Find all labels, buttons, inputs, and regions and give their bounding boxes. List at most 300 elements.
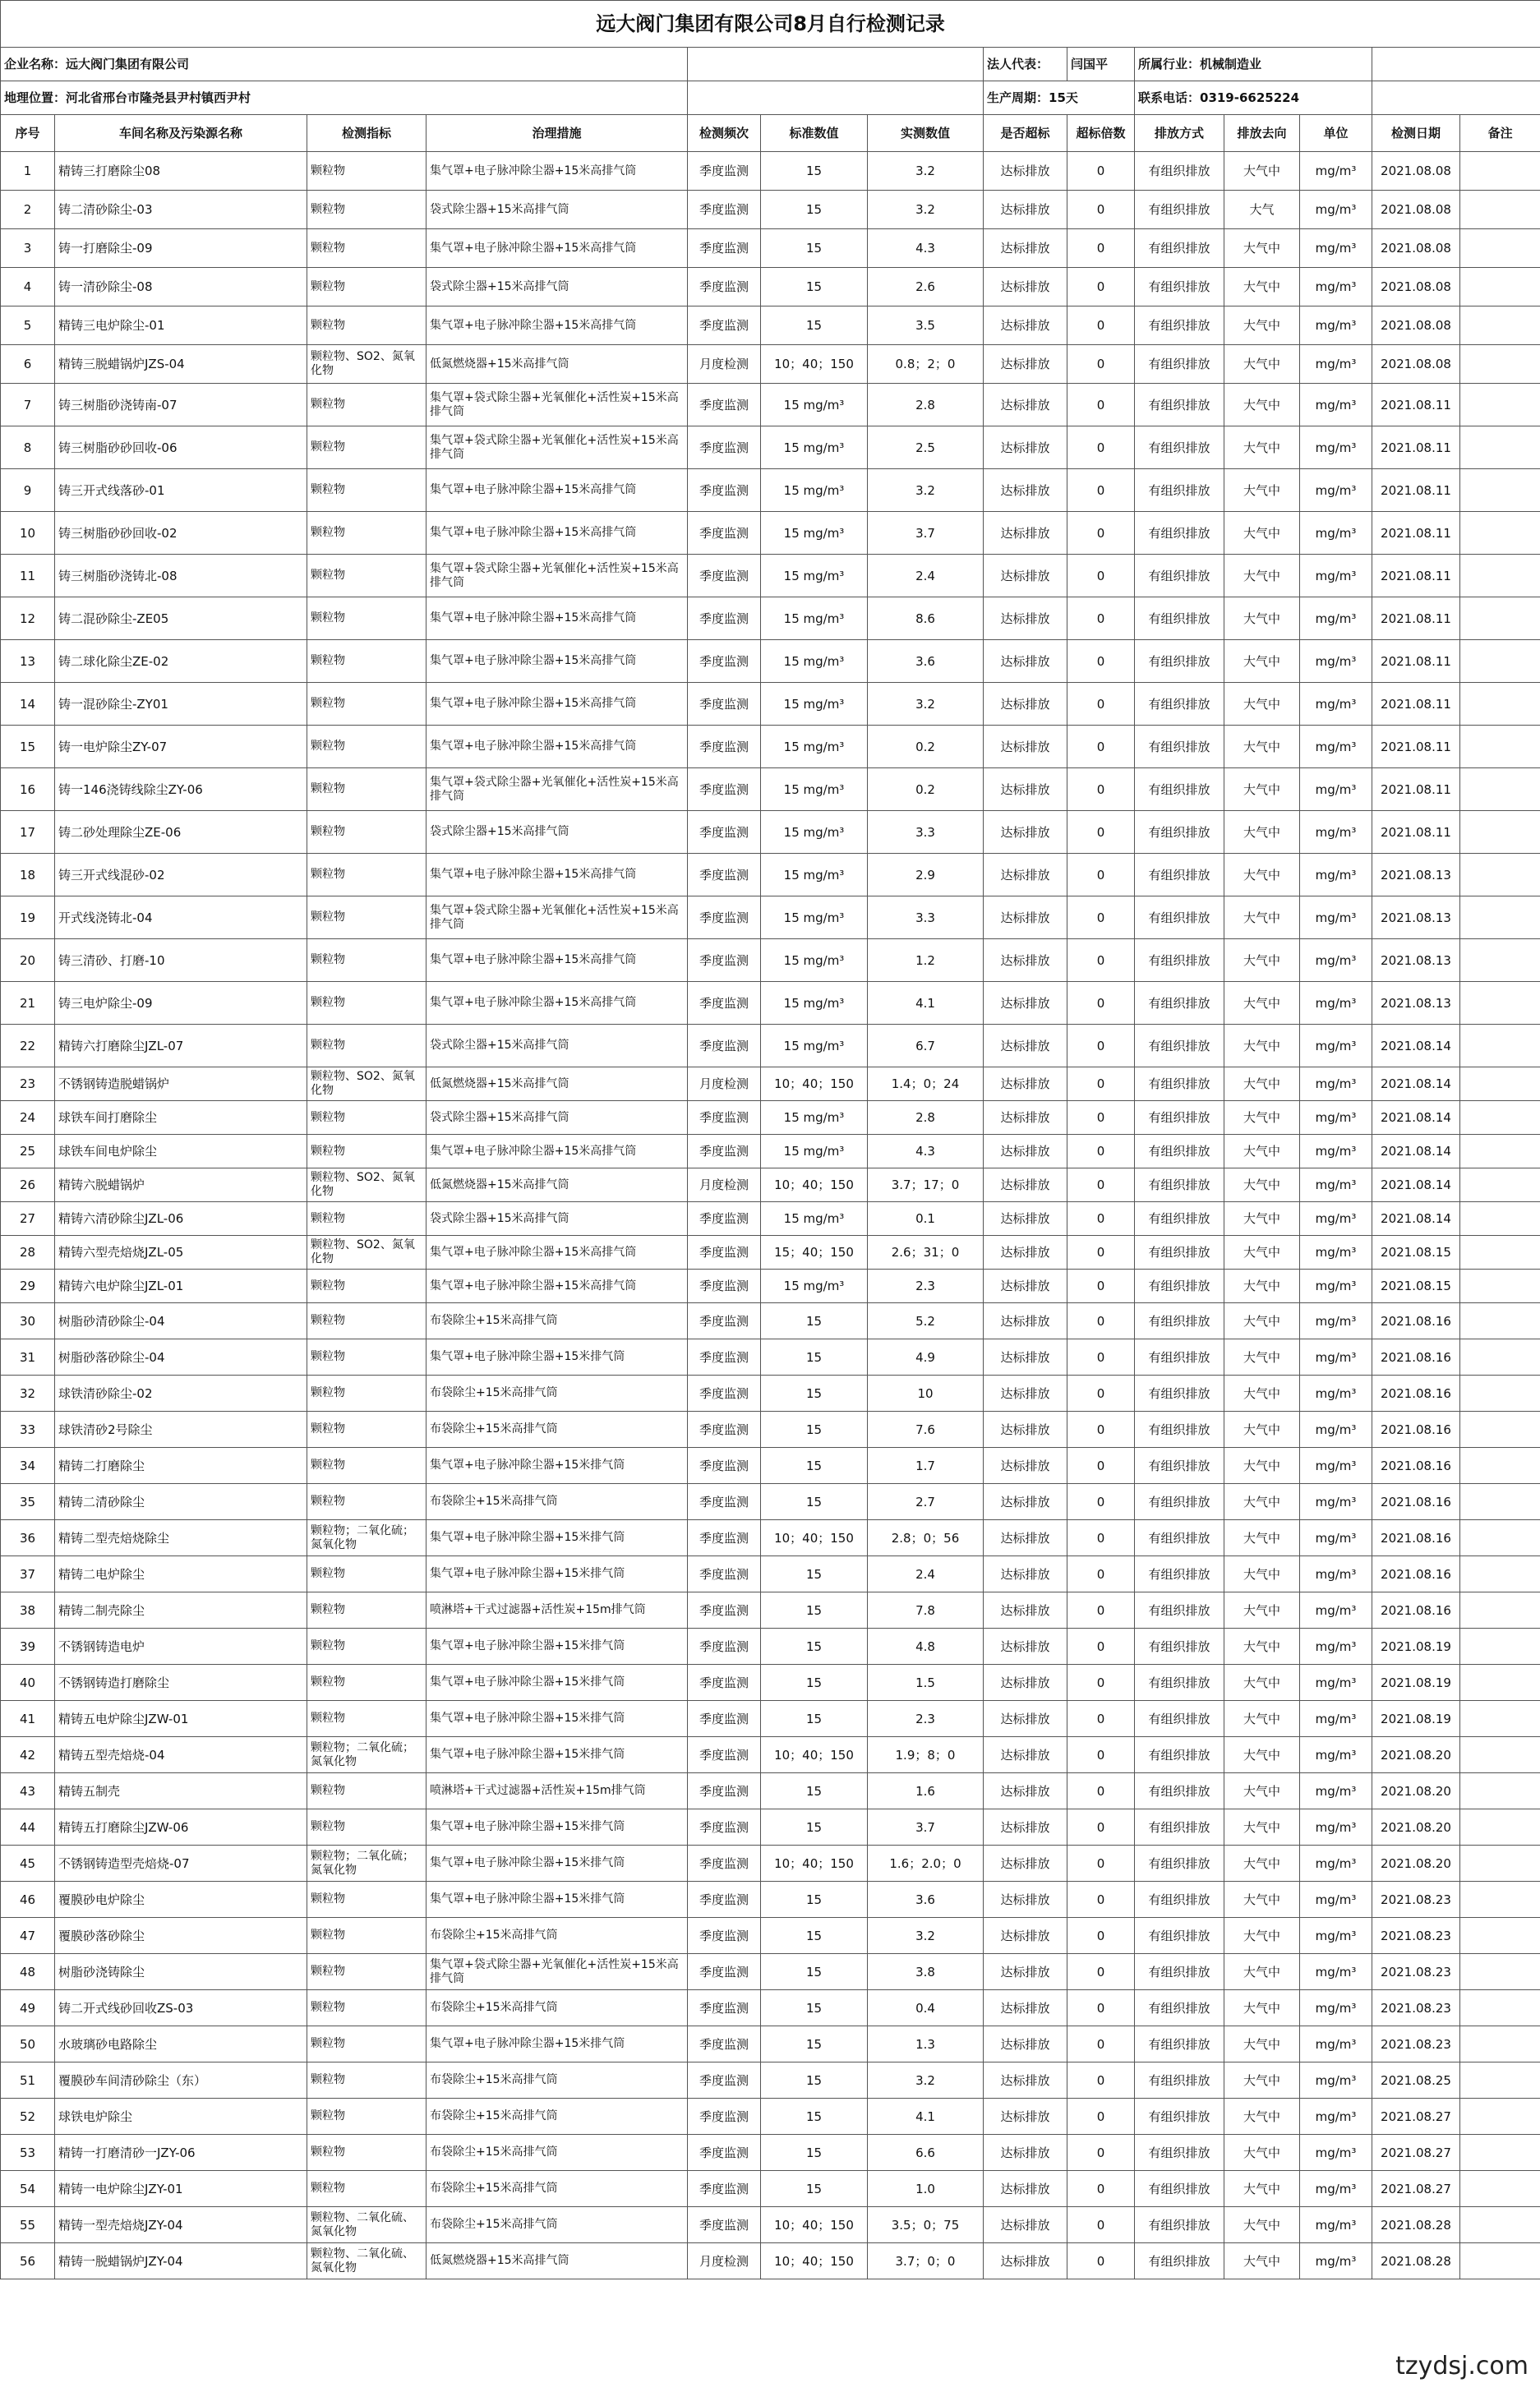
cell-frequency: 月度检测 [688,2243,761,2279]
cell-emission-mode: 有组织排放 [1135,1168,1224,1202]
cell-source: 精铸五型壳焙烧-04 [55,1737,307,1773]
cell-standard: 15 mg/m³ [761,1270,868,1303]
cell-destination: 大气中 [1224,1882,1300,1918]
cell-compliance: 达标排放 [984,726,1067,768]
company-name: 企业名称：远大阀门集团有限公司 [1,48,688,81]
cell-remark [1460,768,1540,811]
cell-measure: 喷淋塔+干式过滤器+活性炭+15m排气筒 [426,1773,688,1809]
cell-source: 铸三清砂、打磨-10 [55,939,307,982]
cell-measured: 2.9 [868,854,984,896]
table-row [1,345,1540,384]
cell-exceed-ratio: 0 [1067,726,1135,768]
cell-compliance: 达标排放 [984,1665,1067,1701]
table-row [1,1412,1540,1448]
cell-unit: mg/m³ [1300,768,1372,811]
watermark: tzydsj.com [1395,2352,1528,2380]
cell-standard: 10；40；150 [761,1168,868,1202]
cell-frequency: 季度监测 [688,1303,761,1339]
cell-standard: 15 [761,1773,868,1809]
cell-date: 2021.08.08 [1372,306,1460,345]
cell-index: 10 [1,512,55,555]
cell-exceed-ratio: 0 [1067,1773,1135,1809]
cell-measure: 集气罩+电子脉冲除尘器+15米排气筒 [426,1809,688,1846]
cell-compliance: 达标排放 [984,555,1067,597]
cell-remark [1460,426,1540,469]
cell-compliance: 达标排放 [984,2207,1067,2243]
cell-index: 6 [1,345,55,384]
cell-measure: 布袋除尘+15米高排气筒 [426,2135,688,2171]
cell-index: 19 [1,896,55,939]
cell-source: 精铸五制壳 [55,1773,307,1809]
cell-remark [1460,152,1540,191]
cell-standard: 10；40；150 [761,345,868,384]
cell-exceed-ratio: 0 [1067,2135,1135,2171]
cell-measured: 1.7 [868,1448,984,1484]
cell-date: 2021.08.28 [1372,2207,1460,2243]
cell-emission-mode: 有组织排放 [1135,2171,1224,2207]
cell-index: 5 [1,306,55,345]
cell-date: 2021.08.14 [1372,1202,1460,1236]
cell-unit: mg/m³ [1300,1773,1372,1809]
cell-measured: 4.8 [868,1629,984,1665]
cell-exceed-ratio: 0 [1067,1954,1135,1990]
cell-unit: mg/m³ [1300,306,1372,345]
cell-index: 17 [1,811,55,854]
cell-standard: 15 [761,1882,868,1918]
cell-remark [1460,811,1540,854]
cell-indicator: 颗粒物 [307,2135,426,2171]
cell-remark [1460,1270,1540,1303]
cell-measured: 1.5 [868,1665,984,1701]
cell-source: 铸二砂处理除尘ZE-06 [55,811,307,854]
cell-compliance: 达标排放 [984,1954,1067,1990]
cell-measured: 2.5 [868,426,984,469]
table-row [1,2062,1540,2099]
info-blank-right [1372,48,1540,81]
cell-indicator: 颗粒物 [307,1025,426,1067]
cell-remark [1460,854,1540,896]
cell-compliance: 达标排放 [984,345,1067,384]
cell-exceed-ratio: 0 [1067,2171,1135,2207]
cell-source: 精铸六清砂除尘JZL-06 [55,1202,307,1236]
cell-measured: 6.7 [868,1025,984,1067]
cell-unit: mg/m³ [1300,1954,1372,1990]
table-row [1,2099,1540,2135]
cell-measured: 3.2 [868,683,984,726]
cell-compliance: 达标排放 [984,512,1067,555]
cell-standard: 15 [761,306,868,345]
cell-measured: 1.4；0；24 [868,1067,984,1101]
cell-source: 覆膜砂落砂除尘 [55,1918,307,1954]
cell-standard: 15；40；150 [761,1236,868,1270]
cell-exceed-ratio: 0 [1067,1918,1135,1954]
cell-date: 2021.08.16 [1372,1376,1460,1412]
cell-frequency: 季度监测 [688,854,761,896]
cell-date: 2021.08.27 [1372,2099,1460,2135]
cell-destination: 大气中 [1224,1067,1300,1101]
cell-indicator: 颗粒物 [307,1135,426,1168]
table-row [1,1376,1540,1412]
cell-date: 2021.08.16 [1372,1448,1460,1484]
cell-exceed-ratio: 0 [1067,2062,1135,2099]
cell-remark [1460,1990,1540,2026]
cell-destination: 大气中 [1224,768,1300,811]
cell-source: 精铸一脱蜡锅炉JZY-04 [55,2243,307,2279]
cell-remark [1460,1448,1540,1484]
cell-standard: 15 [761,2026,868,2062]
cell-exceed-ratio: 0 [1067,1101,1135,1135]
cell-date: 2021.08.14 [1372,1168,1460,1202]
cell-emission-mode: 有组织排放 [1135,426,1224,469]
cell-exceed-ratio: 0 [1067,982,1135,1025]
cell-unit: mg/m³ [1300,597,1372,640]
cell-indicator: 颗粒物、SO2、氮氧化物 [307,1067,426,1101]
cell-source: 树脂砂清砂除尘-04 [55,1303,307,1339]
cell-frequency: 季度监测 [688,683,761,726]
cell-remark [1460,2207,1540,2243]
table-row [1,896,1540,939]
cell-unit: mg/m³ [1300,1168,1372,1202]
cell-emission-mode: 有组织排放 [1135,191,1224,229]
cell-remark [1460,1737,1540,1773]
cell-measured: 4.1 [868,982,984,1025]
cell-compliance: 达标排放 [984,426,1067,469]
cell-source: 精铸二电炉除尘 [55,1556,307,1592]
cell-source: 树脂砂浇铸除尘 [55,1954,307,1990]
cell-frequency: 季度监测 [688,939,761,982]
cell-compliance: 达标排放 [984,1918,1067,1954]
cell-remark [1460,345,1540,384]
cell-measured: 4.9 [868,1339,984,1376]
cell-measured: 0.1 [868,1202,984,1236]
cell-frequency: 季度监测 [688,191,761,229]
cell-source: 球铁车间电炉除尘 [55,1135,307,1168]
cell-destination: 大气中 [1224,2243,1300,2279]
cell-standard: 15 mg/m³ [761,854,868,896]
cell-indicator: 颗粒物、SO2、氮氧化物 [307,1168,426,1202]
cell-standard: 15 [761,152,868,191]
cell-date: 2021.08.20 [1372,1809,1460,1846]
cell-standard: 15 mg/m³ [761,512,868,555]
table-row [1,152,1540,191]
cell-index: 49 [1,1990,55,2026]
cell-unit: mg/m³ [1300,1101,1372,1135]
cell-frequency: 季度监测 [688,1846,761,1882]
cell-index: 33 [1,1412,55,1448]
table-row [1,1701,1540,1737]
cell-date: 2021.08.11 [1372,555,1460,597]
cell-index: 2 [1,191,55,229]
cell-date: 2021.08.11 [1372,469,1460,512]
cell-measured: 2.6 [868,268,984,306]
cell-measure: 集气罩+电子脉冲除尘器+15米高排气筒 [426,1135,688,1168]
cell-date: 2021.08.16 [1372,1412,1460,1448]
table-row [1,1236,1540,1270]
cell-index: 34 [1,1448,55,1484]
cell-frequency: 季度监测 [688,2171,761,2207]
cell-emission-mode: 有组织排放 [1135,811,1224,854]
info-blank-right-2 [1372,81,1540,115]
table-row [1,426,1540,469]
cell-emission-mode: 有组织排放 [1135,1737,1224,1773]
cell-destination: 大气中 [1224,1592,1300,1629]
cell-unit: mg/m³ [1300,1236,1372,1270]
cell-measured: 2.3 [868,1701,984,1737]
cell-destination: 大气中 [1224,1809,1300,1846]
cell-standard: 15 [761,2135,868,2171]
cell-remark [1460,1882,1540,1918]
cell-remark [1460,2243,1540,2279]
cell-measure: 集气罩+电子脉冲除尘器+15米高排气筒 [426,854,688,896]
cell-frequency: 季度监测 [688,1809,761,1846]
cell-measure: 布袋除尘+15米高排气筒 [426,1990,688,2026]
cell-standard: 15 mg/m³ [761,939,868,982]
cell-measured: 3.7 [868,512,984,555]
col-header: 检测日期 [1372,115,1460,152]
cell-emission-mode: 有组织排放 [1135,2062,1224,2099]
cell-compliance: 达标排放 [984,939,1067,982]
cell-indicator: 颗粒物 [307,1665,426,1701]
cell-measure: 集气罩+电子脉冲除尘器+15米排气筒 [426,1448,688,1484]
cell-measured: 1.9；8；0 [868,1737,984,1773]
cell-source: 铸一打磨除尘-09 [55,229,307,268]
cell-index: 52 [1,2099,55,2135]
table-row [1,1339,1540,1376]
contact-phone: 联系电话：0319-6625224 [1135,81,1372,115]
cell-index: 45 [1,1846,55,1882]
cell-remark [1460,896,1540,939]
cell-remark [1460,1809,1540,1846]
cell-emission-mode: 有组织排放 [1135,1809,1224,1846]
cell-measured: 3.2 [868,152,984,191]
cell-emission-mode: 有组织排放 [1135,1592,1224,1629]
cell-remark [1460,306,1540,345]
cell-indicator: 颗粒物 [307,1918,426,1954]
cell-frequency: 季度监测 [688,426,761,469]
cell-remark [1460,1701,1540,1737]
cell-frequency: 季度监测 [688,1236,761,1270]
cell-index: 7 [1,384,55,426]
cell-unit: mg/m³ [1300,1990,1372,2026]
industry: 所属行业：机械制造业 [1135,48,1372,81]
cell-remark [1460,1954,1540,1990]
table-row [1,1665,1540,1701]
cell-destination: 大气中 [1224,2135,1300,2171]
cell-unit: mg/m³ [1300,1701,1372,1737]
cell-indicator: 颗粒物 [307,2171,426,2207]
cell-standard: 15 [761,2171,868,2207]
cell-destination: 大气中 [1224,896,1300,939]
cell-standard: 15 [761,2099,868,2135]
cell-remark [1460,640,1540,683]
cell-frequency: 季度监测 [688,268,761,306]
cell-index: 15 [1,726,55,768]
cell-indicator: 颗粒物 [307,555,426,597]
cell-remark [1460,939,1540,982]
cell-unit: mg/m³ [1300,2243,1372,2279]
cell-remark [1460,1202,1540,1236]
cell-indicator: 颗粒物 [307,1303,426,1339]
cell-measured: 10 [868,1376,984,1412]
cell-emission-mode: 有组织排放 [1135,1918,1224,1954]
cell-date: 2021.08.15 [1372,1236,1460,1270]
cell-frequency: 季度监测 [688,1737,761,1773]
cell-index: 40 [1,1665,55,1701]
cell-date: 2021.08.19 [1372,1665,1460,1701]
cell-exceed-ratio: 0 [1067,1701,1135,1737]
cell-measure: 袋式除尘器+15米高排气筒 [426,1025,688,1067]
cell-standard: 15 [761,1339,868,1376]
cell-source: 精铸二清砂除尘 [55,1484,307,1520]
cell-remark [1460,1236,1540,1270]
cell-indicator: 颗粒物 [307,1954,426,1990]
cell-emission-mode: 有组织排放 [1135,1954,1224,1990]
cell-measure: 集气罩+电子脉冲除尘器+15米排气筒 [426,1665,688,1701]
cell-frequency: 月度检测 [688,345,761,384]
cell-standard: 15 mg/m³ [761,384,868,426]
cell-remark [1460,2062,1540,2099]
cell-destination: 大气中 [1224,1520,1300,1556]
cell-emission-mode: 有组织排放 [1135,1846,1224,1882]
cell-index: 1 [1,152,55,191]
cell-remark [1460,597,1540,640]
cell-destination: 大气中 [1224,555,1300,597]
cell-indicator: 颗粒物 [307,1882,426,1918]
cell-index: 36 [1,1520,55,1556]
cell-date: 2021.08.13 [1372,896,1460,939]
cell-indicator: 颗粒物 [307,683,426,726]
cell-frequency: 季度监测 [688,555,761,597]
cell-indicator: 颗粒物 [307,811,426,854]
cell-source: 精铸三脱蜡锅炉JZS-04 [55,345,307,384]
cell-exceed-ratio: 0 [1067,1556,1135,1592]
cell-emission-mode: 有组织排放 [1135,384,1224,426]
cell-emission-mode: 有组织排放 [1135,1270,1224,1303]
cell-measure: 喷淋塔+干式过滤器+活性炭+15m排气筒 [426,1592,688,1629]
cell-unit: mg/m³ [1300,726,1372,768]
cell-exceed-ratio: 0 [1067,1412,1135,1448]
cell-indicator: 颗粒物 [307,1556,426,1592]
cell-compliance: 达标排放 [984,854,1067,896]
cell-date: 2021.08.20 [1372,1846,1460,1882]
cell-indicator: 颗粒物 [307,1202,426,1236]
cell-unit: mg/m³ [1300,2099,1372,2135]
cell-measured: 4.3 [868,229,984,268]
cell-date: 2021.08.16 [1372,1339,1460,1376]
cell-indicator: 颗粒物 [307,640,426,683]
cell-destination: 大气中 [1224,2171,1300,2207]
cell-index: 56 [1,2243,55,2279]
cell-exceed-ratio: 0 [1067,1135,1135,1168]
cell-exceed-ratio: 0 [1067,1520,1135,1556]
cell-source: 铸三开式线落砂-01 [55,469,307,512]
cell-emission-mode: 有组织排放 [1135,640,1224,683]
cell-date: 2021.08.14 [1372,1025,1460,1067]
cell-frequency: 季度监测 [688,2135,761,2171]
cell-source: 铸一清砂除尘-08 [55,268,307,306]
cell-destination: 大气中 [1224,854,1300,896]
cell-source: 精铸三打磨除尘08 [55,152,307,191]
cell-measured: 4.1 [868,2099,984,2135]
table-row [1,2171,1540,2207]
cell-measure: 集气罩+电子脉冲除尘器+15米排气筒 [426,2026,688,2062]
table-row [1,229,1540,268]
cell-frequency: 季度监测 [688,982,761,1025]
cell-source: 铸三树脂砂砂回收-02 [55,512,307,555]
cell-measure: 集气罩+电子脉冲除尘器+15米高排气筒 [426,726,688,768]
cell-standard: 15 mg/m³ [761,683,868,726]
col-header: 序号 [1,115,55,152]
cell-date: 2021.08.27 [1372,2171,1460,2207]
cell-date: 2021.08.19 [1372,1629,1460,1665]
cell-frequency: 月度检测 [688,1067,761,1101]
cell-standard: 15 mg/m³ [761,555,868,597]
cell-index: 35 [1,1484,55,1520]
cell-measured: 2.3 [868,1270,984,1303]
cell-index: 32 [1,1376,55,1412]
cell-destination: 大气中 [1224,1484,1300,1520]
cell-emission-mode: 有组织排放 [1135,1773,1224,1809]
cell-indicator: 颗粒物；二氧化硫；氮氧化物 [307,1846,426,1882]
cell-unit: mg/m³ [1300,1556,1372,1592]
cell-frequency: 季度监测 [688,597,761,640]
cell-destination: 大气中 [1224,152,1300,191]
cell-standard: 15 [761,1592,868,1629]
cell-source: 铸二混砂除尘-ZE05 [55,597,307,640]
cell-index: 11 [1,555,55,597]
table-row [1,1101,1540,1135]
cell-destination: 大气中 [1224,811,1300,854]
cell-measured: 7.8 [868,1592,984,1629]
cell-measure: 集气罩+电子脉冲除尘器+15米排气筒 [426,1556,688,1592]
cell-compliance: 达标排放 [984,1135,1067,1168]
cell-remark [1460,1339,1540,1376]
cell-index: 41 [1,1701,55,1737]
cell-compliance: 达标排放 [984,1629,1067,1665]
cell-emission-mode: 有组织排放 [1135,1135,1224,1168]
cell-standard: 15 [761,1954,868,1990]
cell-standard: 10；40；150 [761,1067,868,1101]
cell-destination: 大气中 [1224,469,1300,512]
cell-destination: 大气中 [1224,1918,1300,1954]
cell-emission-mode: 有组织排放 [1135,939,1224,982]
cell-source: 铸三开式线混砂-02 [55,854,307,896]
cell-emission-mode: 有组织排放 [1135,2207,1224,2243]
cell-date: 2021.08.11 [1372,512,1460,555]
cell-remark [1460,1918,1540,1954]
cell-index: 9 [1,469,55,512]
cell-indicator: 颗粒物 [307,854,426,896]
cell-indicator: 颗粒物 [307,426,426,469]
cell-compliance: 达标排放 [984,1202,1067,1236]
cell-standard: 15 [761,1809,868,1846]
cell-destination: 大气中 [1224,1990,1300,2026]
cell-emission-mode: 有组织排放 [1135,1412,1224,1448]
cell-remark [1460,512,1540,555]
cell-measure: 集气罩+电子脉冲除尘器+15米排气筒 [426,1339,688,1376]
cell-measured: 8.6 [868,597,984,640]
col-header: 备注 [1460,115,1540,152]
cell-frequency: 季度监测 [688,726,761,768]
cell-unit: mg/m³ [1300,1025,1372,1067]
cell-date: 2021.08.11 [1372,683,1460,726]
cell-compliance: 达标排放 [984,1339,1067,1376]
cell-unit: mg/m³ [1300,1303,1372,1339]
cell-standard: 15 [761,1990,868,2026]
cell-measured: 1.6 [868,1773,984,1809]
cell-date: 2021.08.28 [1372,2243,1460,2279]
cell-indicator: 颗粒物 [307,1701,426,1737]
